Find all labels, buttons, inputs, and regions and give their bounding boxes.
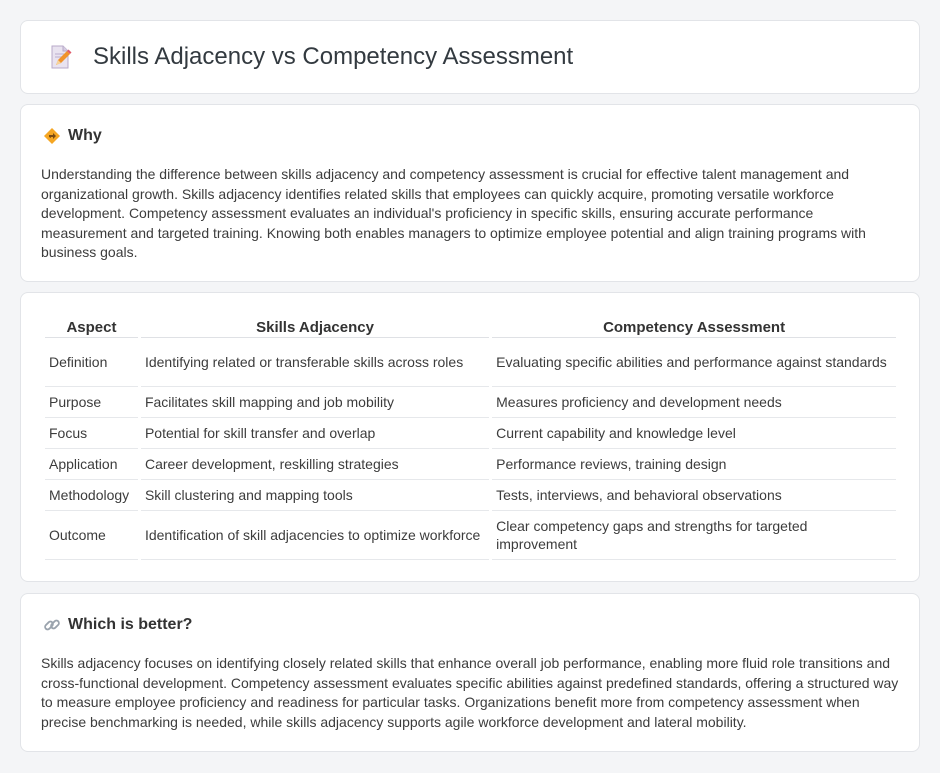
page-title: Skills Adjacency vs Competency Assessment [93,43,574,70]
row-competency-assessment: Clear competency gaps and strengths for targeted improvement [492,511,896,560]
table-row [45,480,896,511]
row-competency-assessment: Current capability and knowledge level [492,418,896,449]
row-aspect: Definition [45,338,138,387]
table-row [45,338,896,387]
better-body: Skills adjacency focuses on identifying closely related skills that enhance overall job performance, enabling more fluid role transitions and cross-functional development. Competency assessment evaluates specific abilities against predefined standards, offering a structured way to measure employee proficiency and readiness for particular tasks. Organizations benefit more from competency assessment when precise benchmarking is needed, while skills adjacency supports agile workforce development and lateral mobility. [41,655,899,730]
document-pencil-icon [47,44,73,70]
why-heading: Why [68,127,102,144]
why-body: Understanding the difference between skills adjacency and competency assessment is crucial for effective talent management and organizational growth. Skills adjacency identifies related skills that employees can quickly acquire, promoting versatile workforce development. Competency assessment evaluates an individual's proficiency in specific skills, ensuring accurate performance measurement and targeted training. Knowing both enables managers to optimize employee potential and align training programs with business goals. [41,166,866,261]
row-skills-adjacency: Skill clustering and mapping tools [141,480,489,511]
comparison-table [42,317,899,560]
row-competency-assessment: Evaluating specific abilities and performance against standards [492,338,896,387]
better-heading-row [43,616,192,634]
better-heading: Which is better? [68,616,193,633]
table-row [45,449,896,480]
header-competency-assessment: Competency Assessment [492,317,896,338]
row-skills-adjacency: Identification of skill adjacencies to optimize workforce [141,511,489,560]
table-header-row [45,317,896,338]
header-skills-adjacency: Skills Adjacency [141,317,489,338]
which-better-card [20,593,920,752]
row-skills-adjacency: Career development, reskilling strategies [141,449,489,480]
diamond-arrow-icon [43,127,61,145]
title-card [20,20,920,94]
row-skills-adjacency: Potential for skill transfer and overlap [141,418,489,449]
row-skills-adjacency: Facilitates skill mapping and job mobility [141,387,489,418]
row-skills-adjacency: Identifying related or transferable skills across roles [141,338,489,387]
table-row [45,511,896,560]
row-aspect: Application [45,449,138,480]
row-aspect: Outcome [45,511,138,560]
row-competency-assessment: Measures proficiency and development needs [492,387,896,418]
row-aspect: Methodology [45,480,138,511]
comparison-card [20,292,920,582]
why-card [20,104,920,282]
table-row [45,418,896,449]
row-competency-assessment: Performance reviews, training design [492,449,896,480]
row-competency-assessment: Tests, interviews, and behavioral observations [492,480,896,511]
header-aspect: Aspect [45,317,138,338]
why-heading-row [43,127,102,145]
link-icon [43,616,61,634]
row-aspect: Focus [45,418,138,449]
row-aspect: Purpose [45,387,138,418]
table-row [45,387,896,418]
